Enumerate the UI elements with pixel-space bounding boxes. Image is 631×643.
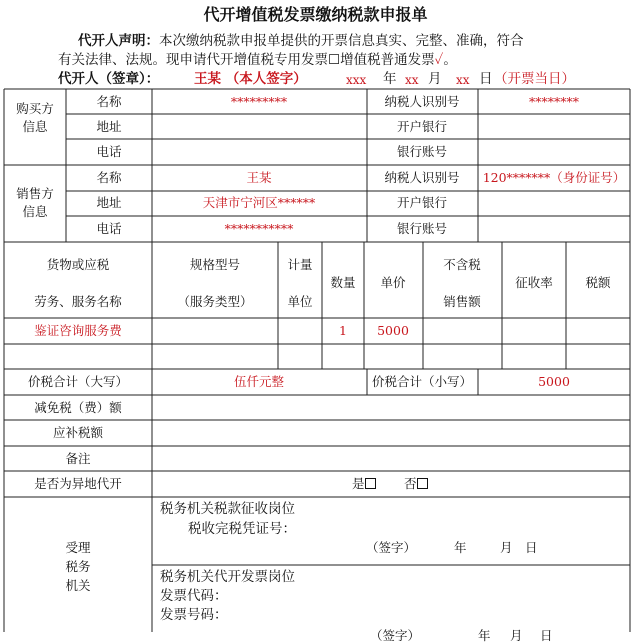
- remote-no-checkbox[interactable]: [417, 478, 428, 489]
- goods-row-unit-price: 5000: [377, 323, 409, 338]
- goods-col6-line1: 不含税: [443, 257, 481, 272]
- seller-bank-label: 开户银行: [396, 195, 448, 210]
- goods-col7: 征收率: [515, 275, 553, 290]
- seller-address-label: 地址: [96, 195, 122, 210]
- supplement-label: 应补税额: [52, 425, 104, 440]
- total-lower-label: 价税合计（小写）: [371, 374, 473, 389]
- signer-day-value: xx: [456, 73, 470, 87]
- signer-name: 王某 （本人签字）: [194, 71, 307, 87]
- reduction-label: 减免税（费）额: [34, 400, 122, 415]
- remote-no-option[interactable]: [404, 477, 428, 491]
- goods-col8: 税额: [585, 275, 611, 290]
- authority-label-1: 受理: [65, 540, 91, 555]
- authority-label-2: 税务: [65, 559, 91, 574]
- signer-date-note: （开票当日）: [494, 71, 575, 87]
- goods-col5: 单价: [380, 275, 406, 290]
- total-upper-value: 伍仟元整: [233, 374, 285, 389]
- seller-phone-label: 电话: [96, 221, 122, 236]
- form-title: 代开增值税发票缴纳税款申报单: [203, 5, 428, 24]
- goods-col3-line1: 计量: [287, 257, 313, 272]
- remote-yes-checkbox[interactable]: [365, 478, 376, 489]
- buyer-account-label: 银行账号: [396, 144, 448, 159]
- goods-col1-line1: 货物或应税: [46, 257, 110, 272]
- invoice-sign-label: （签字）: [370, 628, 421, 643]
- goods-col2-line1: 规格型号: [189, 257, 241, 272]
- collection-sign-label: （签字）: [366, 540, 417, 555]
- buyer-bank-label: 开户银行: [396, 119, 448, 134]
- seller-account-label: 银行账号: [396, 221, 448, 236]
- declaration-end: 。: [443, 52, 457, 68]
- signer-month-value: xx: [405, 73, 419, 87]
- total-upper-label: 价税合计（大写）: [27, 374, 129, 389]
- buyer-name-value: *********: [230, 94, 288, 109]
- goods-row-quantity: 1: [339, 323, 347, 338]
- invoice-month-label: 月: [510, 628, 523, 643]
- seller-name-label: 名称: [96, 170, 122, 185]
- signer-year-value: xxx: [346, 73, 367, 87]
- signer-year-label: 年: [383, 71, 397, 87]
- declaration-label: 代开人声明：: [78, 33, 159, 49]
- voucher-number-label: 税收完税凭证号：: [188, 521, 296, 537]
- collection-post-label: 税务机关税款征收岗位: [160, 501, 295, 517]
- total-lower-value: 5000: [538, 374, 570, 389]
- authority-label-3: 机关: [65, 578, 91, 593]
- goods-col1-line2: 劳务、服务名称: [34, 294, 122, 309]
- invoice-day-label: 日: [540, 628, 553, 643]
- collection-year-label: 年: [454, 540, 467, 555]
- seller-name-value: 王某: [246, 170, 272, 185]
- buyer-section-label: 购买方信息: [16, 101, 54, 134]
- seller-tax-id-label: 纳税人识别号: [384, 170, 460, 185]
- invoice-number-label: 发票号码：: [160, 607, 228, 623]
- buyer-tax-id-value: ********: [529, 94, 579, 109]
- goods-row-name: 鉴证咨询服务费: [34, 323, 122, 338]
- goods-col3-line2: 单位: [287, 294, 313, 309]
- remote-no-label: 否: [404, 476, 417, 491]
- buyer-tax-id-label: 纳税人识别号: [384, 94, 460, 109]
- goods-col2-line2: （服务类型）: [177, 294, 253, 309]
- seller-section-label: 销售方信息: [16, 186, 54, 219]
- declaration-text-2: 有关法律、法规。现申请代开增值税专用发票☐增值税普通发票: [58, 52, 435, 68]
- seller-phone-value: ***********: [224, 221, 294, 236]
- collection-day-label: 日: [525, 540, 538, 555]
- buyer-address-label: 地址: [96, 119, 122, 134]
- goods-col6-line2: 销售额: [443, 294, 481, 309]
- signer-label: 代开人（签章）：: [58, 71, 160, 87]
- invoice-code-label: 发票代码：: [160, 588, 228, 604]
- goods-col4: 数量: [330, 275, 356, 290]
- declaration-text-1: 本次缴纳税款申报单提供的开票信息真实、完整、准确，符合: [159, 33, 524, 49]
- seller-tax-id-value: 120*******（身份证号）: [482, 170, 626, 185]
- buyer-phone-label: 电话: [96, 144, 122, 159]
- remark-label: 备注: [65, 451, 91, 466]
- remote-label: 是否为异地代开: [34, 476, 122, 491]
- invoice-year-label: 年: [478, 628, 491, 643]
- invoice-post-label: 税务机关代开发票岗位: [160, 569, 295, 585]
- collection-month-label: 月: [500, 540, 513, 555]
- remote-yes-option[interactable]: [352, 477, 376, 491]
- signer-day-label: 日: [479, 71, 493, 87]
- check-mark-icon: ✓: [434, 52, 444, 68]
- remote-yes-label: 是: [352, 476, 365, 491]
- signer-month-label: 月: [428, 71, 442, 87]
- buyer-name-label: 名称: [96, 94, 122, 109]
- seller-address-value: 天津市宁河区******: [202, 195, 316, 210]
